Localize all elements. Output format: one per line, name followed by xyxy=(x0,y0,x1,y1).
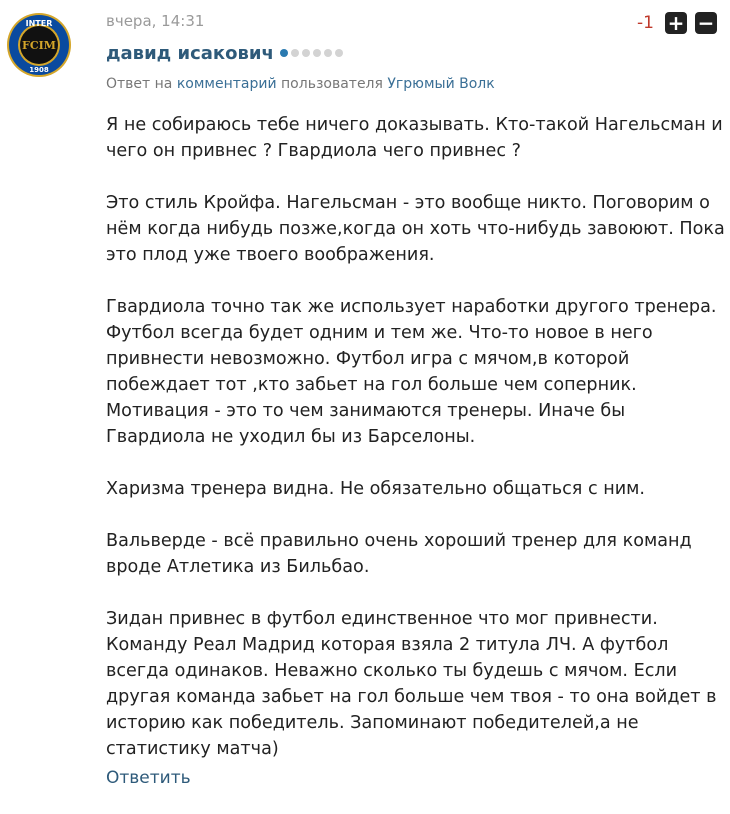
inter-milan-logo-icon xyxy=(6,12,72,78)
author-name[interactable]: давид исакович xyxy=(106,42,274,64)
rank-dots xyxy=(280,49,343,57)
upvote-button[interactable] xyxy=(665,12,687,34)
minus-icon: − xyxy=(697,11,715,35)
rank-dot xyxy=(335,49,343,57)
rank-dot xyxy=(291,49,299,57)
rank-dot xyxy=(302,49,310,57)
user-avatar[interactable] xyxy=(6,12,72,78)
plus-icon: + xyxy=(667,11,685,35)
reply-comment-link[interactable]: комментарий xyxy=(176,76,277,92)
comment-paragraph: Это стиль Кройфа. Нагельсман - это вообще никто. Поговорим о нём когда нибудь позже,когда он хоть что-нибудь завоюют. Пока это плод уже твоего воображения. xyxy=(106,193,725,265)
reply-button[interactable]: Ответить xyxy=(106,768,191,788)
reply-info xyxy=(106,76,495,92)
logo-top-text: INTER xyxy=(25,19,53,28)
rank-dot xyxy=(313,49,321,57)
reply-user-link[interactable]: Угрюмый Волк xyxy=(387,76,495,92)
comment-paragraph: Харизма тренера видна. Не обязательно общаться с ним. xyxy=(106,479,646,499)
comment-paragraph: Гвардиола точно так же использует наработки другого тренера. Футбол всегда будет одним и тем же. Что-то новое в него привнести невозможно. Футбол игра с мячом,в которой побеждает тот ,кто забьет на гол больше чем соперник. Мотивация - это то чем занимаются тренеры. Иначе бы Гвардиола не уходил бы из Барселоны. xyxy=(106,297,717,447)
logo-bottom-text: 1908 xyxy=(29,66,49,74)
comment-timestamp: вчера, 14:31 xyxy=(106,12,205,30)
logo-monogram: FCIM xyxy=(22,39,56,52)
reply-prefix: Ответ на xyxy=(106,76,173,92)
comment-body xyxy=(106,112,726,788)
comment-rating: -1 xyxy=(637,13,654,33)
comment-paragraph: Я не собираюсь тебе ничего доказывать. Кто-такой Нагельсман и чего он привнес ? Гвардиола чего привнес ? xyxy=(106,115,723,161)
comment-paragraph: Вальверде - всё правильно очень хороший тренер для команд вроде Атлетика из Бильбао. xyxy=(106,531,692,577)
rank-dot xyxy=(324,49,332,57)
comment-paragraph: Зидан привнес в футбол единственное что мог привнести. Команду Реал Мадрид которая взяла 2 титула ЛЧ. А футбол всегда одинаков. Неважно сколько ты будешь с мячом. Если другая команда забьет на гол больше чем твоя - то она войдет в историю как победитель. Запоминают победителей,а не статистику матча) xyxy=(106,609,717,759)
downvote-button[interactable] xyxy=(695,12,717,34)
rank-dot xyxy=(280,49,288,57)
author-line xyxy=(106,40,343,66)
reply-middle: пользователя xyxy=(281,76,383,92)
